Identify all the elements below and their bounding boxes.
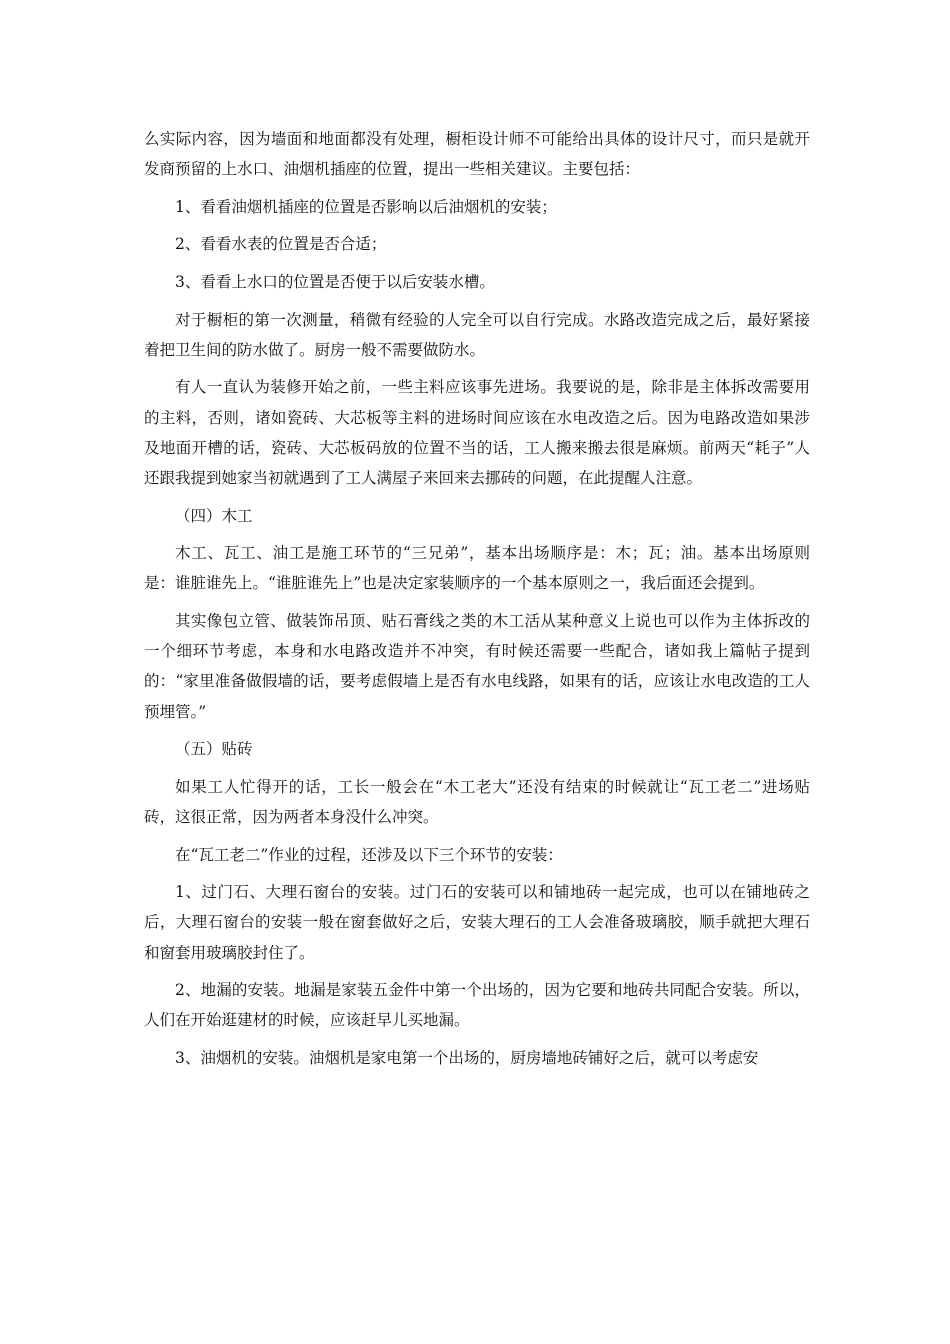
paragraph-main-materials: 有人一直认为装修开始之前，一些主料应该事先进场。我要说的是，除非是主体拆改需要用的主料，否则，诸如瓷砖、大芯板等主料的进场时间应该在水电改造之后。因为电路改造如果涉及地面开槽的话，瓷砖、大芯板码放的位置不当的话，工人搬来搬去很是麻烦。前两天“耗子”人还跟我提到她家当初就遇到了工人满屋子来回来去挪砖的问题，在此提醒人注意。 [144, 378, 810, 487]
list-item-range-hood-install: 3、油烟机的安装。油烟机是家电第一个出场的，厨房墙地砖铺好之后，就可以考虑安 [175, 1048, 759, 1067]
list-item-floor-drain: 2、地漏的安装。地漏是家装五金件中第一个出场的，因为它要和地砖共同配合安装。所以，人们在开始逛建材的时候，应该赶早儿买地漏。 [144, 981, 810, 1030]
paragraph-cabinet-measurement: 对于橱柜的第一次测量，稍微有经验的人完全可以自行完成。水路改造完成之后，最好紧接着把卫生间的防水做了。厨房一般不需要做防水。 [144, 310, 810, 359]
list-item-water-meter: 2、看看水表的位置是否合适； [175, 235, 387, 254]
paragraph-three-brothers: 木工、瓦工、油工是施工环节的“三兄弟”，基本出场顺序是：木；瓦；油。基本出场原则是：谁脏谁先上。“谁脏谁先上”也是决定家装顺序的一个基本原则之一，我后面还会提到。 [144, 544, 810, 593]
list-item-water-inlet: 3、看看上水口的位置是否便于以后安装水槽。 [175, 272, 495, 291]
section-heading-tiling: （五）贴砖 [175, 740, 253, 759]
document-body [144, 124, 810, 1081]
paragraph-intro-continuation: 么实际内容，因为墙面和地面都没有处理，橱柜设计师不可能给出具体的设计尺寸，而只是就开发商预留的上水口、油烟机插座的位置，提出一些相关建议。主要包括： [144, 130, 810, 179]
list-item-door-stone: 1、过门石、大理石窗台的安装。过门石的安装可以和铺地砖一起完成，也可以在铺地砖之后，大理石窗台的安装一般在窗套做好之后，安装大理石的工人会准备玻璃胶，顺手就把大理石和窗套用玻璃胶封住了。 [144, 883, 810, 962]
paragraph-tiling-start: 如果工人忙得开的话，工长一般会在“木工老大”还没有结束的时候就让“瓦工老二”进场贴砖，这很正常，因为两者本身没什么冲突。 [144, 777, 810, 826]
paragraph-carpentry-details: 其实像包立管、做装饰吊顶、贴石膏线之类的木工活从某种意义上说也可以作为主体拆改的一个细环节考虑，本身和水电路改造并不冲突，有时候还需要一些配合，诸如我上篇帖子提到的：“家里准备做假墙的话，要考虑假墙上是否有水电线路，如果有的话，应该让水电改造的工人预埋管。” [144, 611, 810, 721]
list-item-range-hood-socket: 1、看看油烟机插座的位置是否影响以后油烟机的安装； [175, 197, 557, 216]
section-heading-carpentry: （四）木工 [175, 506, 253, 525]
paragraph-tiling-installations: 在“瓦工老二”作业的过程，还涉及以下三个环节的安装： [175, 845, 563, 864]
